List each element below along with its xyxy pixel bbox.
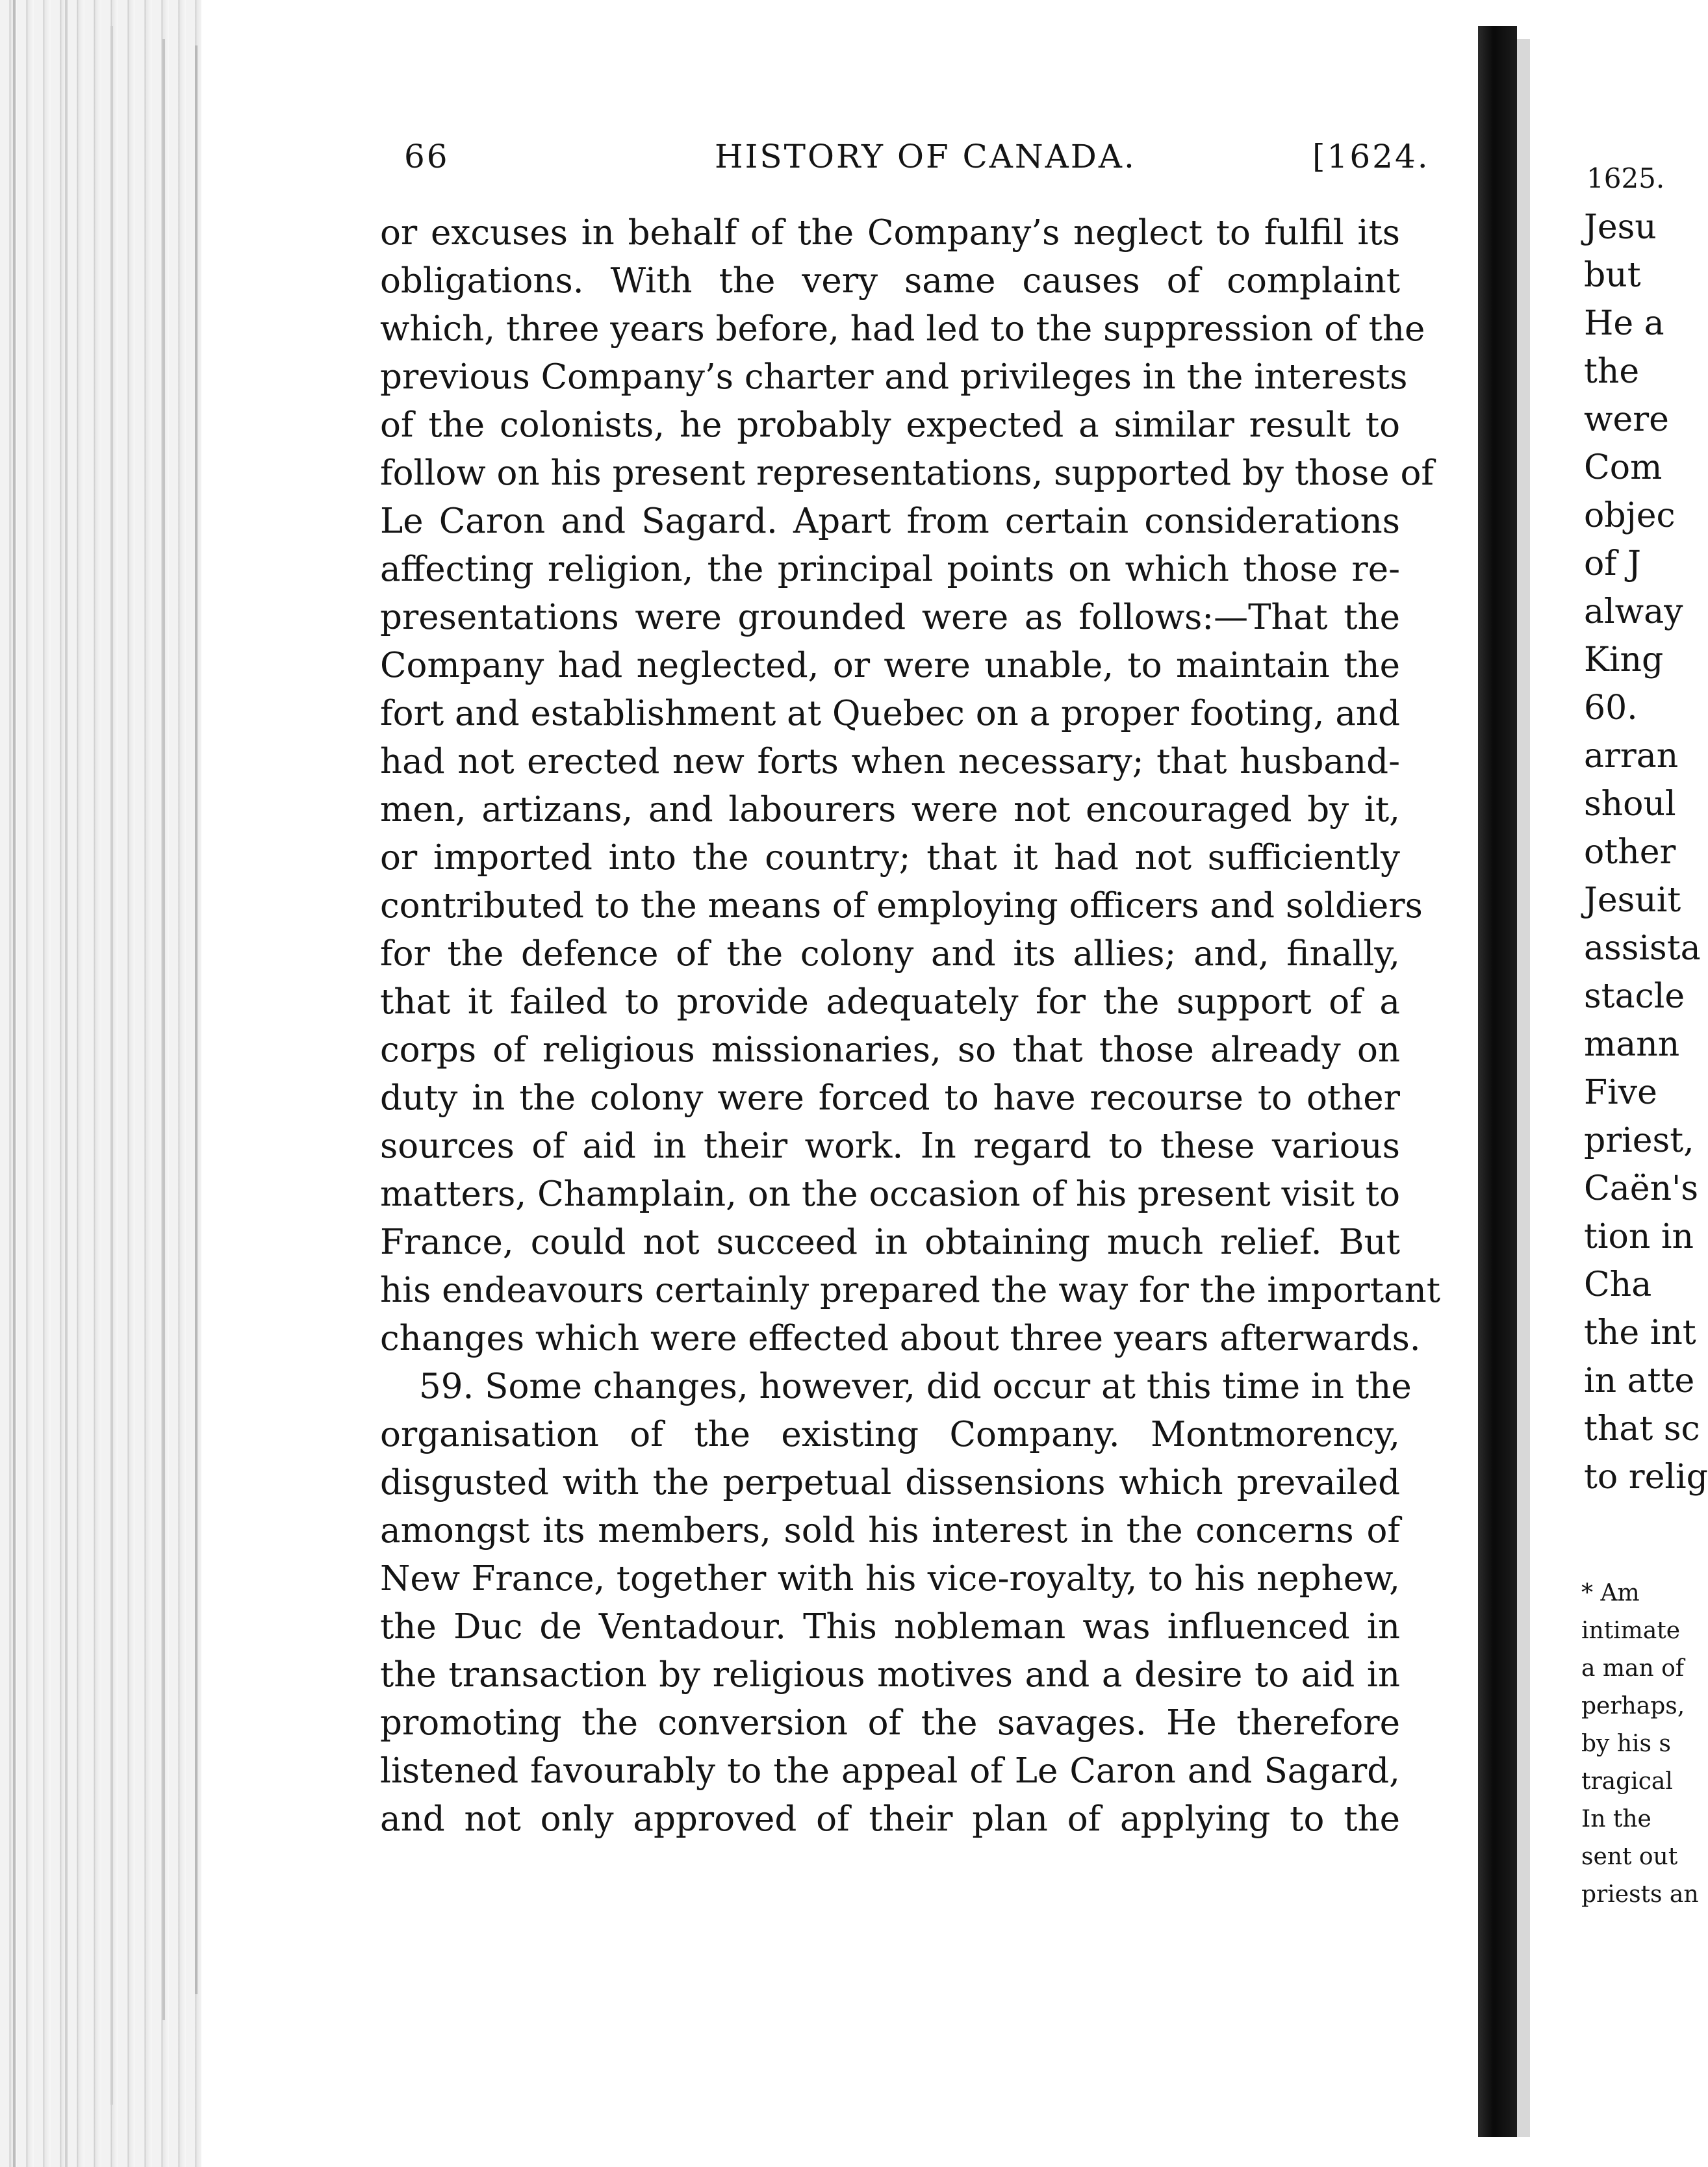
facing-text-line: but	[1584, 256, 1641, 295]
facing-text-line: the int	[1584, 1313, 1696, 1352]
facing-text-line: priest,	[1584, 1121, 1694, 1160]
facing-text-line: mann	[1584, 1025, 1680, 1064]
facing-footnote-line: by his s	[1581, 1730, 1671, 1757]
text-line: affecting religion, the principal points on which those re-	[380, 550, 1400, 589]
facing-text-line: in atte	[1584, 1362, 1695, 1400]
book-gutter	[1478, 26, 1517, 2137]
facing-text-line: alway	[1584, 592, 1683, 631]
facing-text-line: of J	[1584, 544, 1641, 583]
facing-text-line: assista	[1584, 929, 1701, 968]
text-line: changes which were effected about three years afterwards.	[380, 1319, 1421, 1358]
facing-page	[1572, 0, 1708, 2167]
text-line: promoting the conversion of the savages. He therefore	[380, 1703, 1400, 1743]
text-line: previous Company’s charter and privileges in the interests	[380, 357, 1408, 397]
facing-text-line: were	[1584, 400, 1669, 439]
facing-text-line: objec	[1584, 496, 1676, 535]
text-line: presentations were grounded were as follows:—That the	[380, 598, 1400, 637]
facing-text-line: tion in	[1584, 1217, 1694, 1256]
page-edge-line	[195, 45, 198, 1994]
text-line: and not only approved of their plan of applying to the	[380, 1799, 1400, 1839]
facing-text-line: arran	[1584, 737, 1679, 776]
running-title: HISTORY OF CANADA.	[715, 138, 1136, 175]
facing-footnote-line: tragical	[1581, 1768, 1673, 1795]
running-year: [1624.	[1312, 138, 1430, 175]
facing-text-line: Caën's	[1584, 1169, 1699, 1208]
text-line: which, three years before, had led to the suppression of the	[380, 309, 1425, 349]
text-line: his endeavours certainly prepared the way for the important	[380, 1271, 1441, 1310]
facing-text-line: Jesuit	[1584, 881, 1681, 920]
text-line: that it failed to provide adequately for the support of a	[380, 982, 1400, 1022]
facing-text-line: to relig	[1584, 1458, 1708, 1497]
facing-footnote-line: sent out	[1581, 1844, 1678, 1870]
page-edge-line	[162, 39, 165, 2020]
facing-text-line: that sc	[1584, 1410, 1700, 1449]
text-line: organisation of the existing Company. Montmorency,	[380, 1415, 1400, 1454]
facing-text-line: Five	[1584, 1073, 1657, 1112]
text-line: matters, Champlain, on the occasion of his present visit to	[380, 1174, 1400, 1214]
facing-text-line: stacle	[1584, 977, 1685, 1016]
text-line: obligations. With the very same causes of complaint	[380, 261, 1400, 301]
text-line: contributed to the means of employing officers and soldiers	[380, 886, 1423, 926]
text-line: listened favourably to the appeal of Le Caron and Sagard,	[380, 1751, 1400, 1791]
text-line: or excuses in behalf of the Company’s neglect to fulfil its	[380, 213, 1400, 253]
facing-text-line: Cha	[1584, 1265, 1652, 1304]
facing-text-line: He a	[1584, 304, 1664, 343]
facing-text-line: Com	[1584, 448, 1663, 487]
facing-footnote-line: a man of	[1581, 1655, 1685, 1682]
text-line: the Duc de Ventadour. This nobleman was influenced in	[380, 1607, 1400, 1647]
text-line: New France, together with his vice-royalty, to his nephew,	[380, 1559, 1400, 1599]
facing-text-line: Jesu	[1584, 208, 1657, 247]
text-line: Company had neglected, or were unable, to maintain the	[380, 646, 1400, 685]
text-line: or imported into the country; that it had not sufficiently	[380, 838, 1400, 878]
facing-text-line: the	[1584, 352, 1640, 391]
text-line: follow on his present representations, supported by those of	[380, 453, 1434, 493]
text-line: fort and establishment at Quebec on a proper footing, and	[380, 694, 1400, 733]
text-line: corps of religious missionaries, so that those already on	[380, 1030, 1400, 1070]
text-line: Le Caron and Sagard. Apart from certain considerations	[380, 501, 1400, 541]
text-line: sources of aid in their work. In regard to these various	[380, 1126, 1400, 1166]
facing-text-line: King	[1584, 640, 1664, 679]
facing-text-line: other	[1584, 833, 1676, 872]
text-line: amongst its members, sold his interest in the concerns of	[380, 1511, 1400, 1551]
page-edge-line	[13, 0, 16, 2167]
facing-footnote-line: perhaps,	[1581, 1693, 1685, 1719]
facing-footnote-line: In the	[1581, 1806, 1651, 1832]
body-text	[380, 209, 1441, 1844]
facing-footnote-line: * Am	[1581, 1580, 1640, 1606]
facing-page-edge	[1517, 39, 1530, 2137]
facing-footnote-line: priests an	[1581, 1881, 1699, 1908]
paragraph-59-start: 59. Some changes, however, did occur at this time in the	[419, 1367, 1412, 1406]
page-edge-line	[65, 0, 68, 2167]
page-edge-line	[110, 26, 113, 2105]
text-line: men, artizans, and labourers were not encouraged by it,	[380, 790, 1400, 830]
page-number: 66	[404, 138, 450, 175]
facing-page-year: 1625.	[1587, 162, 1665, 194]
facing-footnote-line: intimate	[1581, 1617, 1681, 1644]
text-line: the transaction by religious motives and a desire to aid in	[380, 1655, 1400, 1695]
text-line: disgusted with the perpetual dissensions which prevailed	[380, 1463, 1400, 1502]
text-line: for the defence of the colony and its allies; and, finally,	[380, 934, 1400, 974]
text-line: had not erected new forts when necessary; that husband-	[380, 742, 1400, 781]
text-line: duty in the colony were forced to have recourse to other	[380, 1078, 1400, 1118]
text-line: France, could not succeed in obtaining much relief. But	[380, 1223, 1400, 1262]
facing-text-line: shoul	[1584, 785, 1676, 824]
page-edges	[0, 0, 201, 2167]
text-line: of the colonists, he probably expected a similar result to	[380, 405, 1400, 445]
facing-text-line: 60.	[1584, 689, 1638, 728]
